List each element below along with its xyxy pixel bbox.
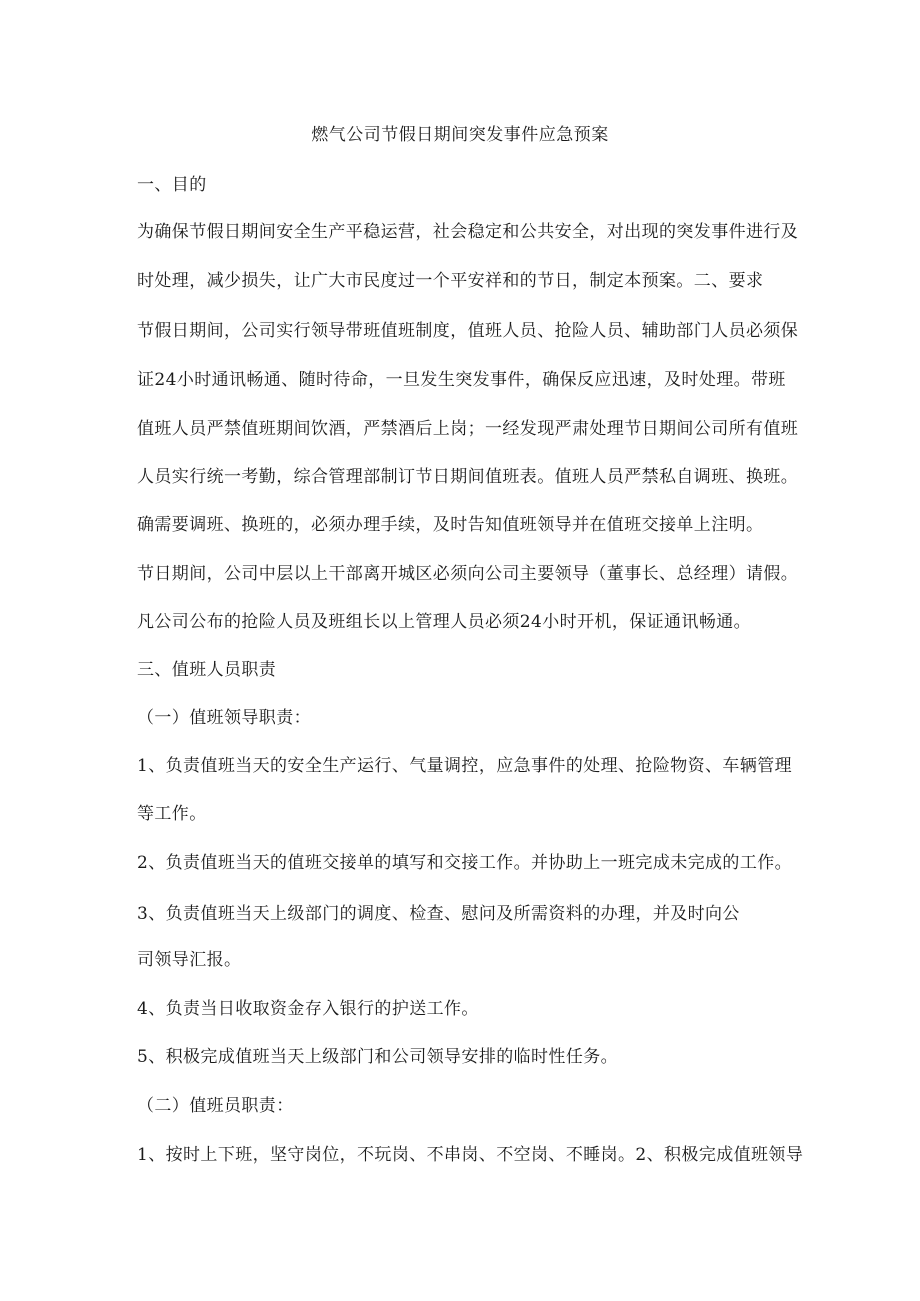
list-item: 1、按时上下班，坚守岗位，不玩岗、不串岗、不空岗、不睡岗。2、积极完成值班领导 (137, 1145, 804, 1165)
paragraph-line: 为确保节假日期间安全生产平稳运营，社会稳定和公共安全，对出现的突发事件进行及 (137, 222, 799, 242)
list-item: 4、负责当日收取资金存入银行的护送工作。 (137, 999, 479, 1019)
paragraph-line: 节假日期间，公司实行领导带班值班制度，值班人员、抢险人员、辅助部门人员必须保 (137, 321, 799, 341)
paragraph-line: 时处理，减少损失，让广大市民度过一个平安祥和的节日，制定本预案。二、要求 (137, 271, 764, 291)
subsection-heading-leader: （一）值班领导职责： (137, 708, 311, 728)
list-item: 3、负责值班当天上级部门的调度、检查、慰问及所需资料的办理，并及时向公 (137, 904, 740, 924)
paragraph-line: 确需要调班、换班的，必须办理手续，及时告知值班领导并在值班交接单上注明。 (137, 515, 764, 535)
list-item: 2、负责值班当天的值班交接单的填写和交接工作。并协助上一班完成未完成的工作。 (137, 853, 793, 873)
subsection-heading-staff: （二）值班员职责： (137, 1096, 294, 1116)
document-title: 燃气公司节假日期间突发事件应急预案 (311, 125, 609, 145)
paragraph-line: 人员实行统一考勤，综合管理部制订节日期间值班表。值班人员严禁私自调班、换班。 (137, 467, 799, 487)
paragraph-line: 凡公司公布的抢险人员及班组长以上管理人员必须24小时开机，保证通讯畅通。 (137, 612, 752, 632)
list-item-continuation: 等工作。 (137, 804, 207, 824)
section-heading-duties: 三、值班人员职责 (137, 660, 277, 680)
paragraph-line: 节日期间，公司中层以上干部离开城区必须向公司主要领导（董事长、总经理）请假。 (137, 564, 799, 584)
paragraph-line: 证24小时通讯畅通、随时待命，一旦发生突发事件，确保反应迅速，及时处理。带班 (137, 370, 786, 390)
list-item: 1、负责值班当天的安全生产运行、气量调控，应急事件的处理、抢险物资、车辆管理 (137, 756, 793, 776)
list-item: 5、积极完成值班当天上级部门和公司领导安排的临时性任务。 (137, 1047, 619, 1067)
paragraph-line: 值班人员严禁值班期间饮酒，严禁酒后上岗；一经发现严肃处理节日期间公司所有值班 (137, 419, 799, 439)
list-item-continuation: 司领导汇报。 (137, 950, 242, 970)
section-heading-purpose: 一、目的 (137, 175, 207, 195)
